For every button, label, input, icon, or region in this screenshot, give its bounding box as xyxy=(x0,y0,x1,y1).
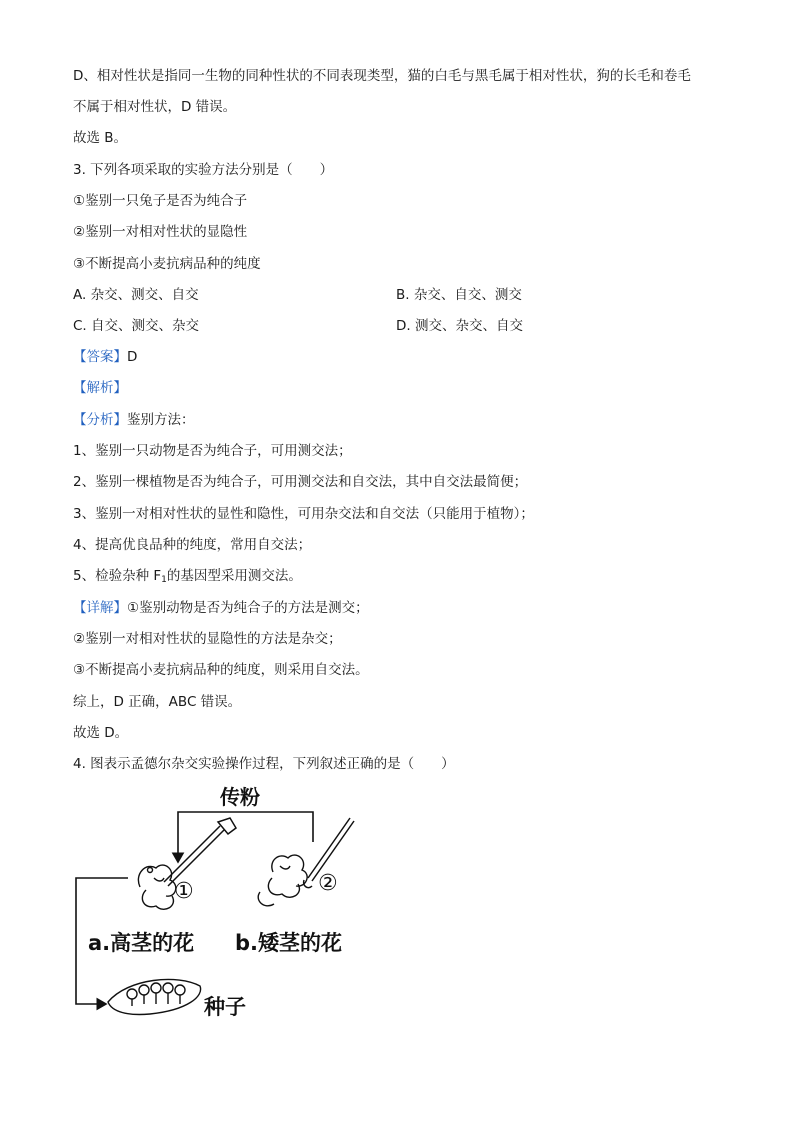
text-line: 故选 B。 xyxy=(73,130,128,146)
option-d: D. 测交、杂交、自交 xyxy=(396,318,523,334)
flower-a-label: a.高茎的花 xyxy=(88,931,195,955)
analysis-tag: 【解析】 xyxy=(73,380,127,396)
fenxi-tag: 【分析】 xyxy=(73,412,127,428)
flower-b-label: b.矮茎的花 xyxy=(235,931,343,955)
detail-line: ③不断提高小麦抗病品种的纯度，则采用自交法。 xyxy=(73,662,369,678)
fenxi-text: 鉴别方法： xyxy=(127,412,195,428)
question-item: ③不断提高小麦抗病品种的纯度 xyxy=(73,256,261,272)
question-item: ②鉴别一对相对性状的显隐性 xyxy=(73,224,248,240)
method-item: 4、提高优良品种的纯度，常用自交法； xyxy=(73,537,312,553)
question-3-title: 3. 下列各项采取的实验方法分别是（ ） xyxy=(73,162,334,178)
method-text: 5、检验杂种 F xyxy=(73,568,162,584)
seed-pod-icon xyxy=(108,979,201,1014)
option-b: B. 杂交、自交、测交 xyxy=(396,287,522,303)
option-c: C. 自交、测交、杂交 xyxy=(73,318,200,334)
text-line: 不属于相对性状，D 错误。 xyxy=(73,99,237,115)
marker-1: ① xyxy=(174,879,194,904)
detail-line: 综上，D 正确，ABC 错误。 xyxy=(73,694,242,710)
flower-b-icon xyxy=(258,855,307,906)
detail-text: ①鉴别动物是否为纯合子的方法是测交； xyxy=(127,600,369,616)
detail-line: ②鉴别一对相对性状的显隐性的方法是杂交； xyxy=(73,631,342,647)
xiangjie-tag: 【详解】 xyxy=(73,600,127,616)
question-item: ①鉴别一只兔子是否为纯合子 xyxy=(73,193,248,209)
text-line: D、相对性状是指同一生物的同种性状的不同表现类型，猫的白毛与黑毛属于相对性状，狗的长毛和卷毛 xyxy=(73,68,691,84)
subscript: 1 xyxy=(161,575,167,585)
method-item: 1、鉴别一只动物是否为纯合子，可用测交法； xyxy=(73,443,352,459)
tweezers-icon xyxy=(164,818,236,886)
method-text: 的基因型采用测交法。 xyxy=(166,568,302,584)
question-4-title: 4. 图表示孟德尔杂交实验操作过程，下列叙述正确的是（ ） xyxy=(73,756,455,772)
pollination-label: 传粉 xyxy=(220,785,260,809)
marker-2: ② xyxy=(318,871,338,896)
method-item: 3、鉴别一对相对性状的显性和隐性，可用杂交法和自交法（只能用于植物）； xyxy=(73,506,534,522)
mendel-experiment-figure xyxy=(68,782,368,1022)
answer-tag: 【答案】 xyxy=(73,349,127,365)
fenxi-line xyxy=(73,410,195,430)
method-item xyxy=(73,566,302,590)
answer-value: D xyxy=(127,349,138,365)
detail-line: 故选 D。 xyxy=(73,725,129,741)
seeds-label: 种子 xyxy=(204,995,246,1019)
method-item: 2、鉴别一棵植物是否为纯合子，可用测交法和自交法，其中自交法最简便； xyxy=(73,474,528,490)
option-a: A. 杂交、测交、自交 xyxy=(73,287,199,303)
pollination-arrow xyxy=(178,812,313,862)
answer-line xyxy=(73,347,137,367)
flower-a-icon xyxy=(138,865,175,909)
detail-line xyxy=(73,598,369,618)
